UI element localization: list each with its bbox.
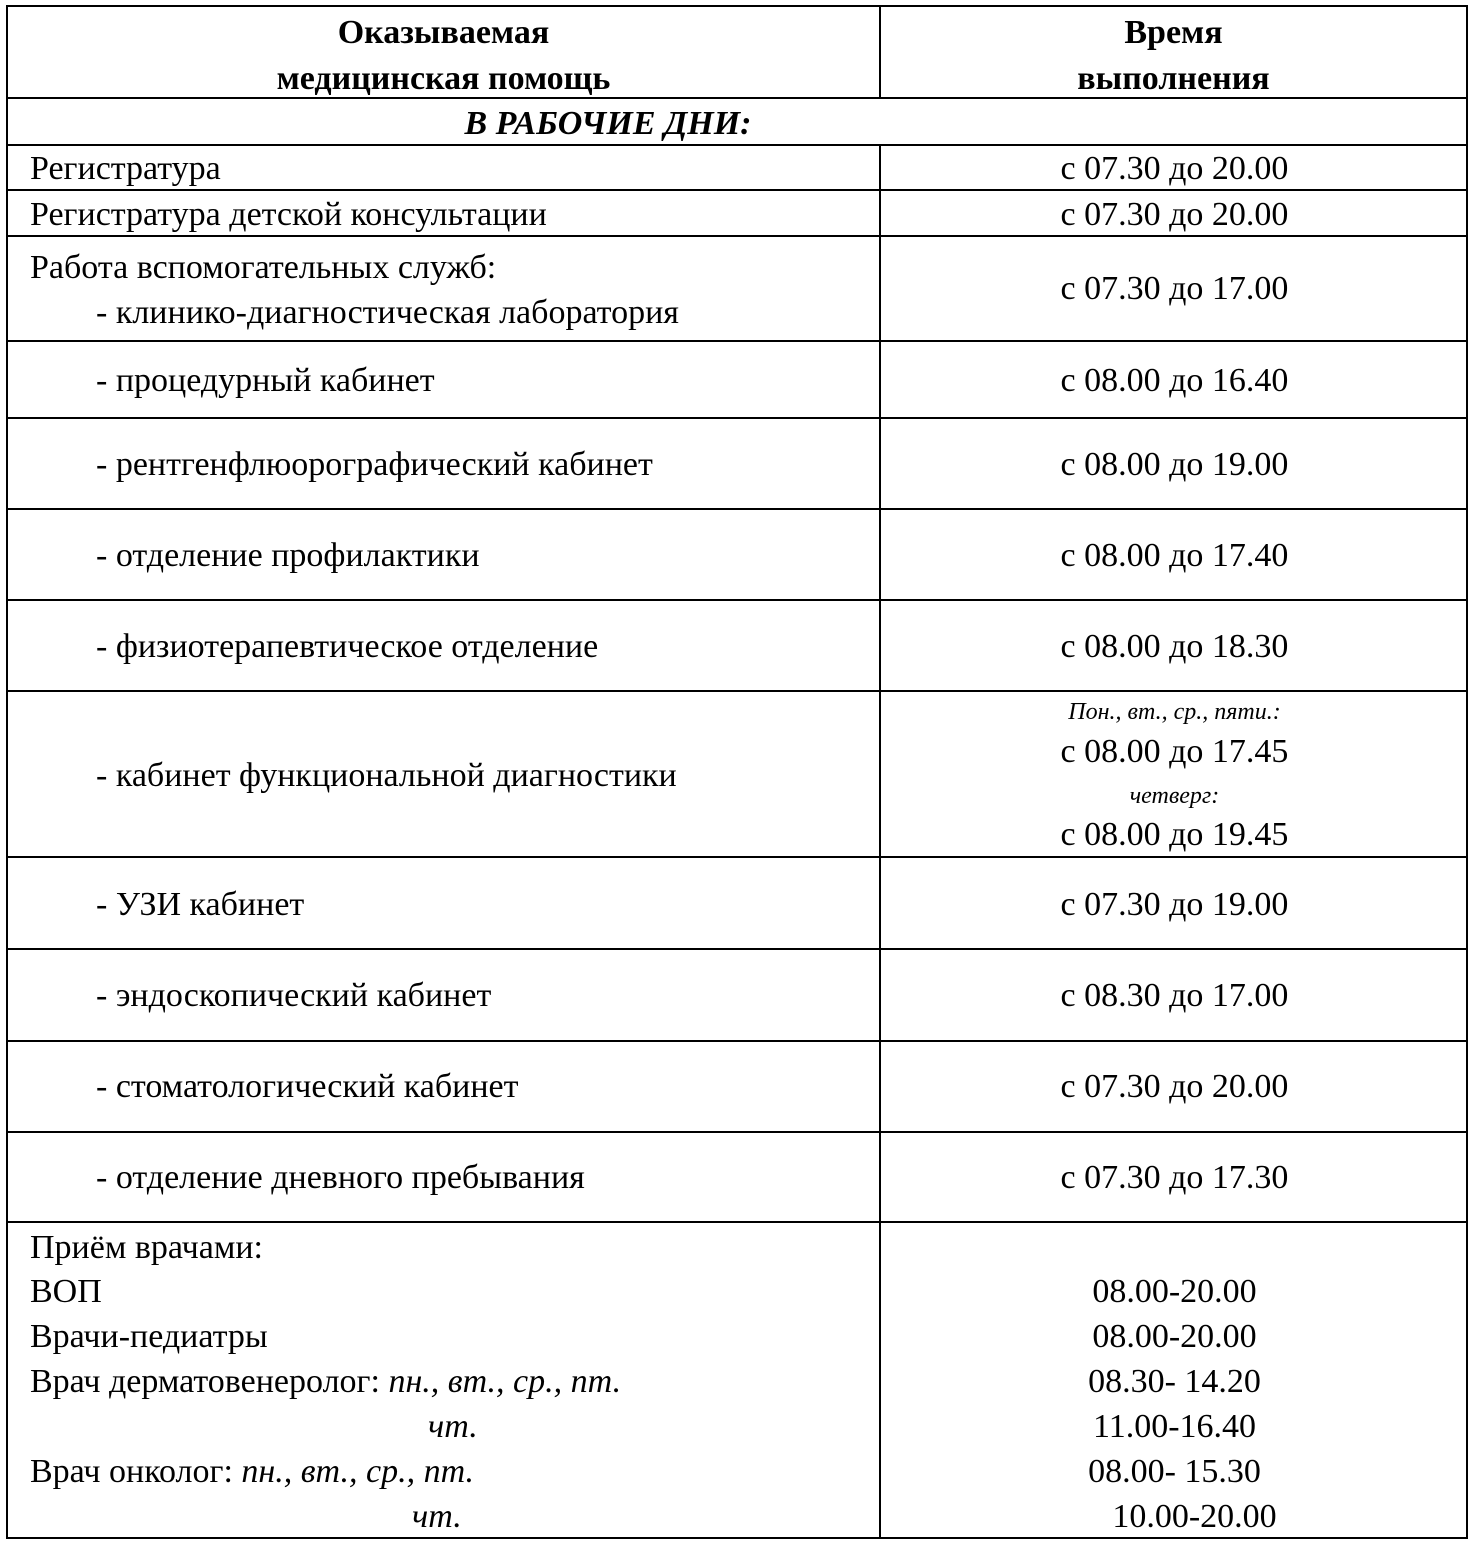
doctor-onc-days: пн., вт., ср., пт. (241, 1453, 475, 1490)
row-time: с 08.00 до 19.45 (1060, 816, 1289, 853)
doctor-onc-name: Врач онколог: (30, 1453, 242, 1490)
doctor-derm-name: Врач дерматовенеролог: (30, 1363, 389, 1400)
row-time: с 07.30 до 17.30 (1060, 1159, 1289, 1196)
doctor-label-ped: Врачи-педиатры (30, 1318, 268, 1355)
doctor-derm-days-thu: чт. (428, 1408, 478, 1445)
doctor-time-derm: 08.30- 14.20 (1088, 1363, 1261, 1400)
table-border-left (6, 5, 8, 1539)
header-service-line1: Оказываемая (337, 14, 550, 51)
header-service-line2: медицинская помощь (276, 60, 611, 97)
row-sublabel: - клинико-диагностическая лаборатория (96, 294, 679, 331)
doctor-time-onc-thu: 10.00-20.00 (1112, 1498, 1277, 1535)
row-divider (6, 599, 1468, 601)
row-time: с 07.30 до 17.00 (1060, 270, 1289, 307)
row-divider (6, 1131, 1468, 1133)
row-label: - рентгенфлюорографический кабинет (96, 446, 653, 483)
row-time: с 08.00 до 17.45 (1060, 733, 1289, 770)
doctor-onc-days-thu: чт. (412, 1498, 462, 1535)
header-time (881, 10, 1466, 102)
row-label: Работа вспомогательных служб: (30, 249, 497, 286)
row-label: - отделение дневного пребывания (96, 1159, 585, 1196)
row-time: с 08.30 до 17.00 (1060, 977, 1289, 1014)
row-time: с 07.30 до 19.00 (1060, 886, 1289, 923)
doctor-time-onc: 08.00- 15.30 (1088, 1453, 1261, 1490)
row-label: Регистратура детской консультации (30, 196, 547, 233)
row-label: - кабинет функциональной диагностики (96, 757, 677, 794)
row-note: четверг: (1129, 783, 1220, 809)
row-divider (6, 948, 1468, 950)
row-divider (6, 508, 1468, 510)
doctor-time-vop: 08.00-20.00 (1092, 1273, 1257, 1310)
row-divider (6, 340, 1468, 342)
row-label: - эндоскопический кабинет (96, 977, 492, 1014)
row-divider (6, 1221, 1468, 1223)
section-title: В РАБОЧИЕ ДНИ: (464, 105, 752, 142)
row-label: - отделение профилактики (96, 537, 480, 574)
doctor-time-ped: 08.00-20.00 (1092, 1318, 1257, 1355)
doctor-label-vop: ВОП (30, 1273, 102, 1310)
row-time: с 08.00 до 16.40 (1060, 362, 1289, 399)
row-label: - УЗИ кабинет (96, 886, 305, 923)
row-divider (6, 417, 1468, 419)
row-label: - физиотерапевтическое отделение (96, 628, 599, 665)
row-label: - процедурный кабинет (96, 362, 435, 399)
doctor-label-onc (30, 1449, 474, 1494)
row-time: с 08.00 до 18.30 (1060, 628, 1289, 665)
header-service (8, 10, 879, 102)
table-border-top (6, 5, 1468, 7)
row-divider (6, 1040, 1468, 1042)
row-label: - стоматологический кабинет (96, 1068, 519, 1105)
doctor-derm-days: пн., вт., ср., пт. (388, 1363, 622, 1400)
row-time: с 08.00 до 19.00 (1060, 446, 1289, 483)
doctor-label-derm (30, 1359, 621, 1404)
header-time-line2: выполнения (1077, 60, 1270, 97)
row-divider (6, 690, 1468, 692)
row-time: с 08.00 до 17.40 (1060, 537, 1289, 574)
row-time: с 07.30 до 20.00 (1060, 196, 1289, 233)
row-time: с 07.30 до 20.00 (1060, 1068, 1289, 1105)
doctors-title: Приём врачами: (30, 1229, 263, 1266)
doctor-time-derm-thu: 11.00-16.40 (1092, 1408, 1257, 1445)
row-time: с 07.30 до 20.00 (1060, 150, 1289, 187)
row-note: Пон., вт., ср., пяти.: (1068, 699, 1281, 725)
row-label: Регистратура (30, 150, 221, 187)
header-time-line1: Время (1124, 14, 1223, 51)
